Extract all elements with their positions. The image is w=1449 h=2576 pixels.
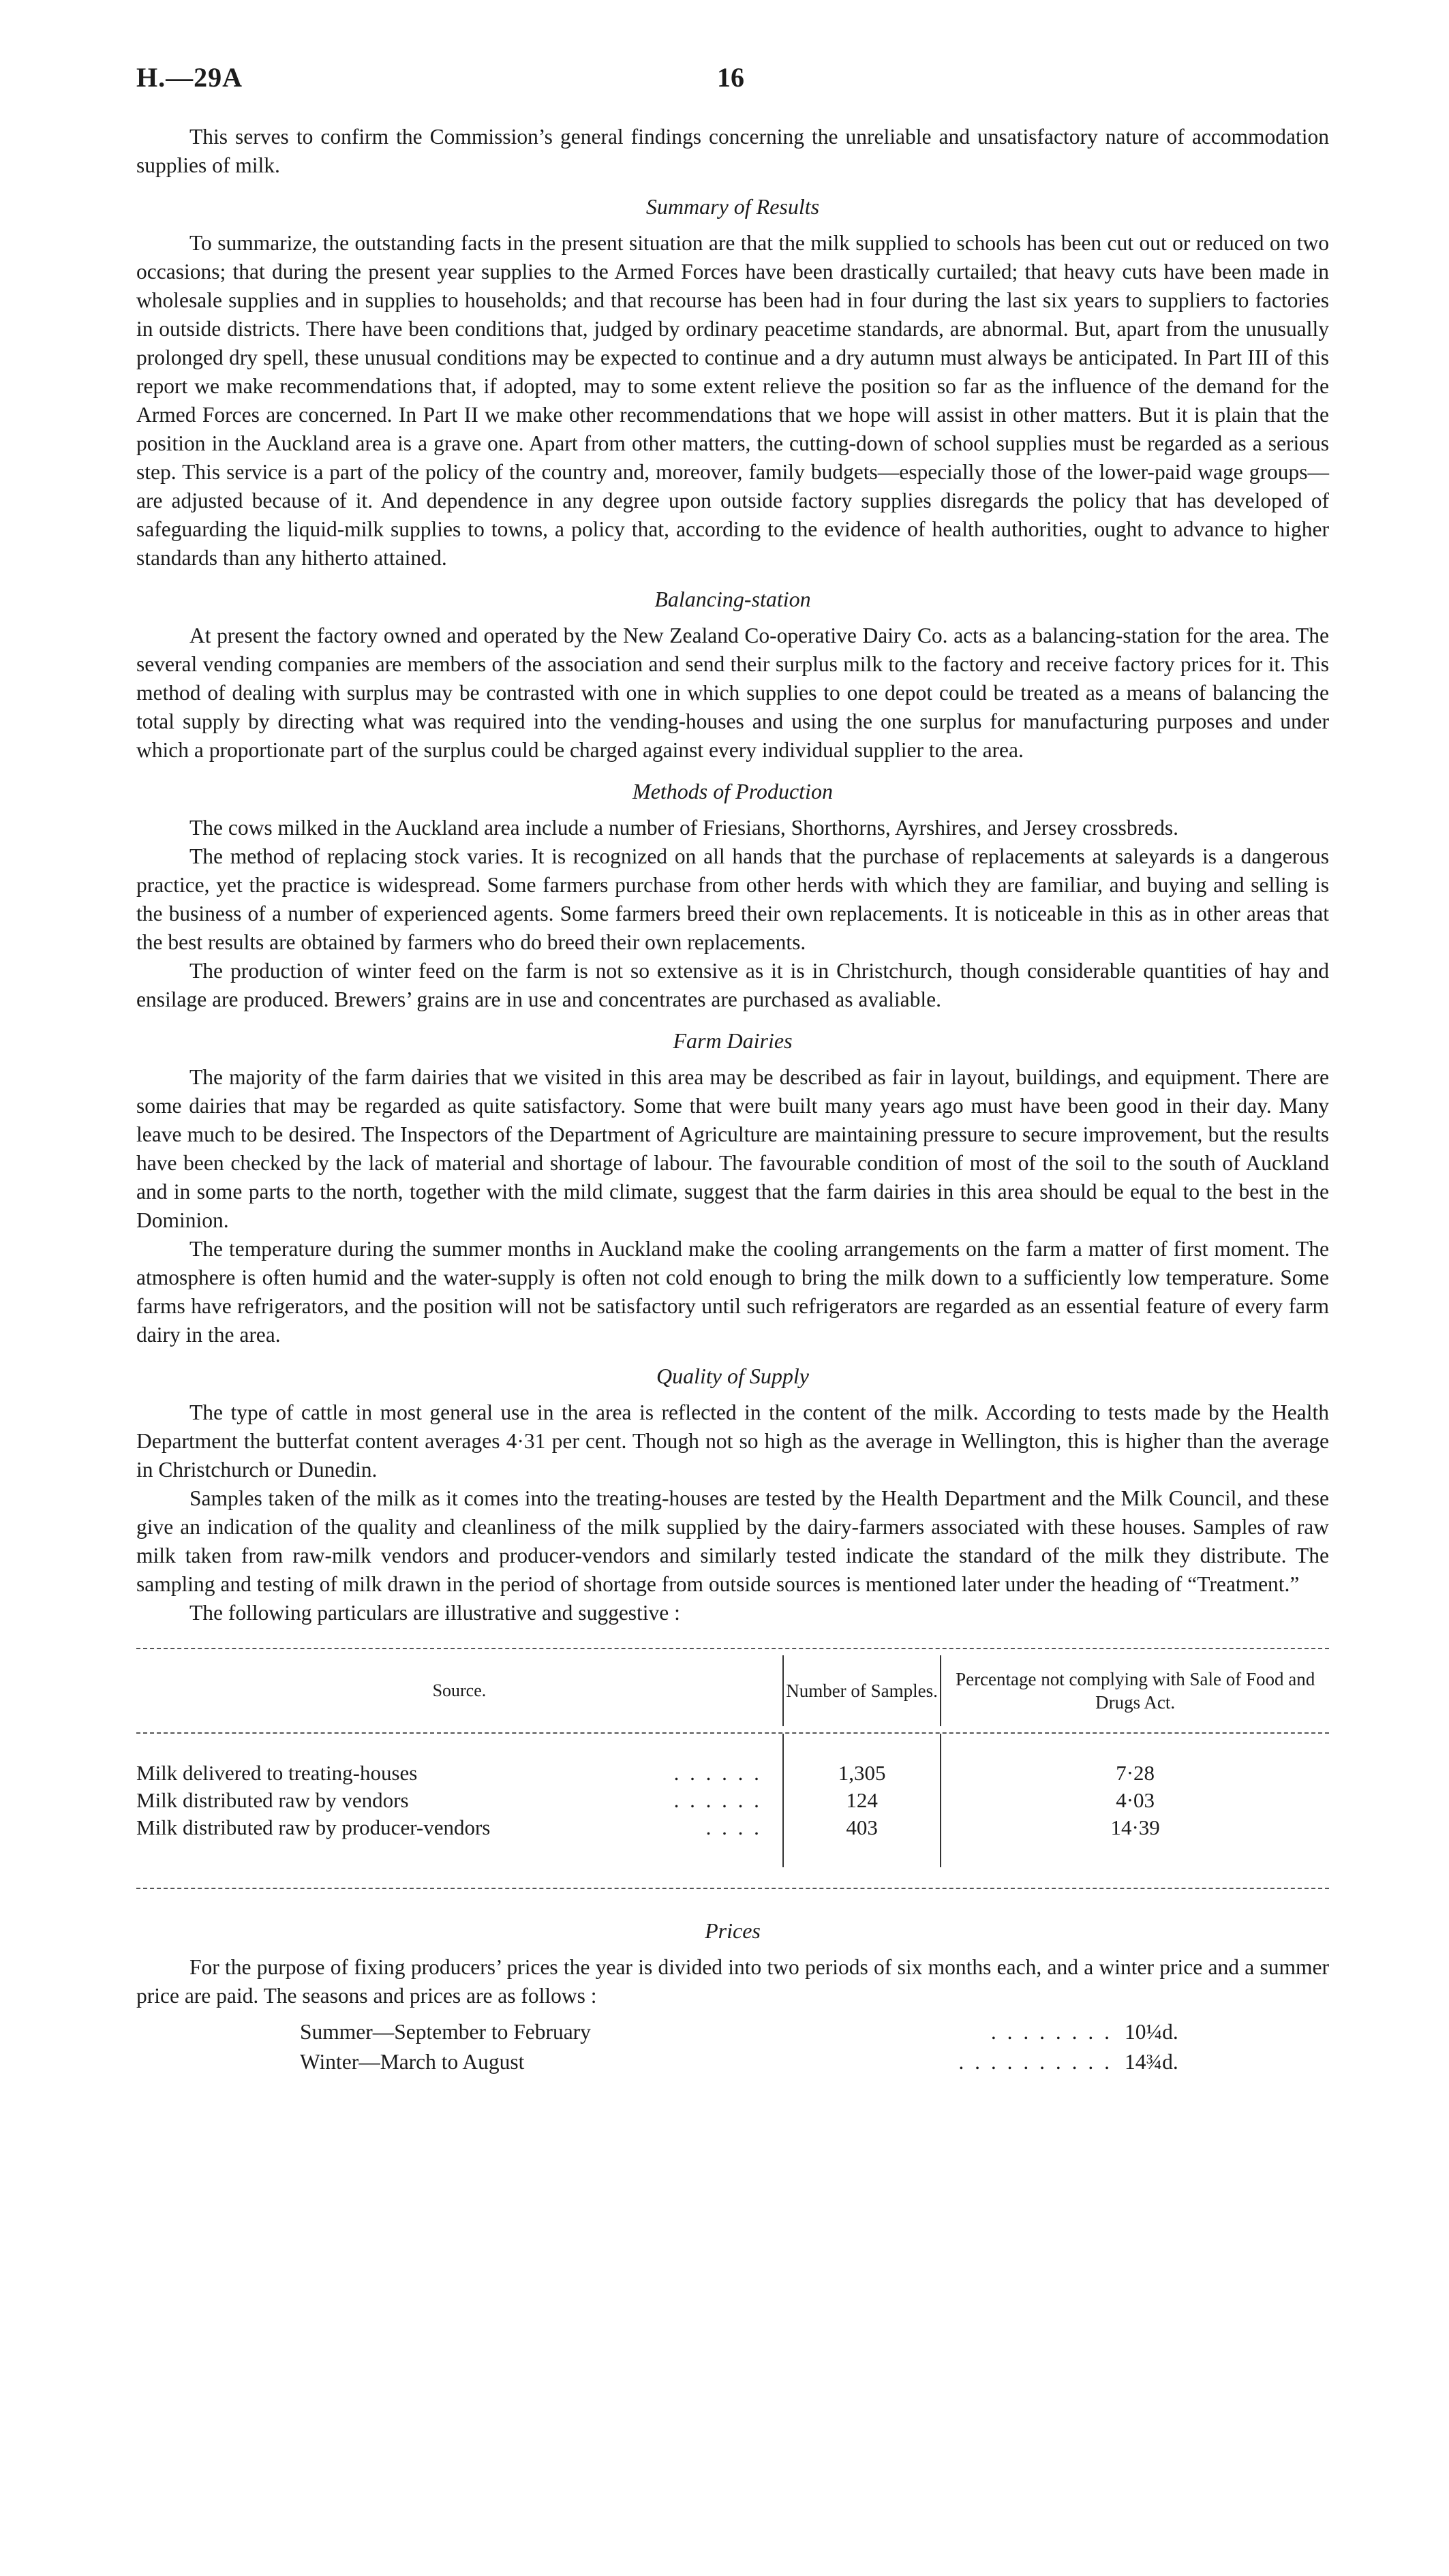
paragraph: The temperature during the summer months in Auckland make the cooling arrangements on the farm a matter of first moment. The atmosphere is often humid and the water-supply is often not cold enough to bring the milk down to a sufficiently low temperature. Some farms have refrigerators, and the position will not be satisfactory until such refrigerators are regarded as an essential feature of every farm dairy in the area. — [136, 1237, 1329, 1347]
leader-dots: . . . . . . — [673, 1788, 762, 1812]
price-season: Summer—September to February — [300, 2020, 591, 2044]
paragraph: This serves to confirm the Commission’s general findings concerning the unreliable and unsatisfactory nature of accommodation supplies of milk. — [136, 125, 1329, 177]
table-row — [136, 1814, 1329, 1841]
table-header-row — [136, 1649, 1329, 1732]
column-header-source: Source. — [432, 1681, 487, 1700]
row-samples: 403 — [782, 1814, 940, 1841]
price-value: 14¾d. — [1125, 2050, 1178, 2074]
table-row — [136, 1760, 1329, 1787]
section-heading: Prices — [705, 1918, 761, 1943]
report-reference: H.—29A — [136, 62, 243, 93]
price-value: 10¼d. — [1125, 2020, 1178, 2044]
row-percentage: 14·39 — [940, 1814, 1329, 1841]
column-header-percentage: Percentage not complying with Sale of Food and Drugs Act. — [940, 1655, 1329, 1726]
paragraph: The cows milked in the Auckland area include a number of Friesians, Shorthorns, Ayrshires, and Jersey crossbreds. — [189, 816, 1179, 840]
section-farm-dairies — [136, 1026, 1329, 1349]
leader-dots: . . . . — [705, 1815, 762, 1839]
paragraph: Samples taken of the milk as it comes into the treating-houses are tested by the Health Department and the Milk Council, and these give an indication of the quality and cleanliness of the milk supplied by the dairy-farmers associated with these houses. Samples of raw milk taken from raw-milk vendors and producer-vendors and similarly tested indicate the standard of the milk they distribute. The sampling and testing of milk drawn in the period of shortage from outside sources is mentioned later under the heading of “Treatment.” — [136, 1486, 1329, 1596]
paragraph: To summarize, the outstanding facts in the present situation are that the milk supplied to schools has been cut out or reduced on two occasions; that during the present year supplies to the Armed Forces have been drastically curtailed; that heavy cuts have been made in wholesale supplies and in supplies to households; and that recourse has been had in four during the last six years to suppliers to factories in outside districts. There have been conditions that, judged by ordinary peacetime standards, are abnormal. But, apart from the unusually prolonged dry spell, these unusual conditions may be expected to continue and a dry autumn must always be anticipated. In Part III of this report we make recommendations that, if adopted, may to some extent relieve the position so far as the influence of the demand for the Armed Forces are concerned. In Part II we make other recommendations that we hope will assist in other matters. But it is plain that the position in the Auckland area is a grave one. Apart from other matters, the cutting-down of school supplies must be regarded as a serious step. This service is a part of the policy of the country and, moreover, family budgets—especially those of the lower-paid wage groups—are adjusted because of it. And dependence in any degree upon outside factory supplies disregards the policy that has developed of safeguarding the liquid-milk supplies to towns, a policy that, according to the evidence of health authorities, ought to advance to higher standards than any hitherto attained. — [136, 231, 1329, 570]
row-samples: 1,305 — [782, 1760, 940, 1787]
section-balancing-station — [136, 585, 1329, 765]
section-heading: Quality of Supply — [656, 1364, 809, 1388]
column-rule-spacer — [136, 1841, 1329, 1867]
price-season: Winter—March to August — [300, 2050, 525, 2074]
row-samples: 124 — [782, 1787, 940, 1814]
document-page — [136, 61, 1329, 2077]
row-source: Milk distributed raw by producer-vendors — [136, 1815, 491, 1839]
paragraph: The majority of the farm dairies that we visited in this area may be described as fair in layout, buildings, and equipment. There are some dairies that may be regarded as quite satisfactory. Some that were built many years ago must have been good in their day. Many leave much to be desired. The Inspectors of the Department of Agriculture are maintaining pressure to secure improvement, but the results have been checked by the lack of material and shortage of labour. The favourable condition of most of the soil to the south of Auckland and in some parts to the north, together with the mild climate, suggest that the farm dairies in this area should be equal to the best in the Dominion. — [136, 1065, 1329, 1232]
section-heading: Methods of Production — [632, 779, 833, 803]
row-percentage: 7·28 — [940, 1760, 1329, 1787]
column-header-samples: Number of Samples. — [782, 1655, 940, 1726]
paragraph: The following particulars are illustrative and suggestive : — [189, 1601, 680, 1625]
section-heading: Farm Dairies — [673, 1028, 793, 1053]
section-summary-of-results — [136, 192, 1329, 572]
leader-dots: . . . . . . . . — [990, 2020, 1112, 2044]
section-prices — [136, 1916, 1329, 2077]
section-quality-of-supply — [136, 1362, 1329, 1627]
section-intro — [136, 123, 1329, 180]
row-source: Milk distributed raw by vendors — [136, 1788, 409, 1812]
leader-dots: . . . . . . . . . . — [958, 2050, 1112, 2074]
price-item — [300, 2047, 1200, 2077]
page-number: 16 — [717, 62, 744, 93]
price-item — [300, 2017, 1200, 2047]
paragraph: The type of cattle in most general use in the area is reflected in the content of the milk. According to tests made by the Health Department the butterfat content averages 4·31 per cent. Though not so high as the average in Wellington, this is higher than the average in Christchurch or Dunedin. — [136, 1400, 1329, 1482]
section-methods-of-production — [136, 777, 1329, 1014]
section-heading: Summary of Results — [645, 194, 820, 219]
paragraph: The method of replacing stock varies. It is recognized on all hands that the purchase of replacements at saleyards is a dangerous practice, yet the practice is widespread. Some farmers purchase from other herds with which they are familiar, and buying and selling is the business of a number of experienced agents. Some farmers breed their own replacements. It is noticeable in this as in other areas that the best results are obtained by farmers who do breed their own replacements. — [136, 844, 1329, 954]
paragraph: At present the factory owned and operated by the New Zealand Co-operative Dairy Co. acts as a balancing-station for the area. The several vending companies are members of the association and send their surplus milk to the factory and receive factory prices for it. This method of dealing with surplus may be contrasted with one in which supplies to one depot could be treated as a means of balancing the total supply by directing what was required into the vending-houses and using the one surplus for manufacturing purposes and under which a proportionate part of the surplus could be charged against every individual supplier to the area. — [136, 624, 1329, 762]
leader-dots: . . . . . . — [673, 1761, 762, 1785]
table-bottom-rule — [136, 1888, 1329, 1889]
price-list — [136, 2017, 1329, 2077]
table-body — [136, 1734, 1329, 1888]
paragraph: For the purpose of fixing producers’ prices the year is divided into two periods of six months each, and a winter price and a summer price are paid. The seasons and prices are as follows : — [136, 1955, 1329, 2008]
row-percentage: 4·03 — [940, 1787, 1329, 1814]
section-heading: Balancing-station — [654, 587, 811, 611]
column-rule-spacer — [136, 1734, 1329, 1760]
samples-table — [136, 1648, 1329, 1889]
page-header — [136, 61, 1329, 123]
paragraph: The production of winter feed on the farm is not so extensive as it is in Christchurch, though considerable quantities of hay and ensilage are produced. Brewers’ grains are in use and concentrates are purchased as avaliable. — [136, 959, 1329, 1011]
row-source: Milk delivered to treating-houses — [136, 1761, 418, 1785]
table-row — [136, 1787, 1329, 1814]
